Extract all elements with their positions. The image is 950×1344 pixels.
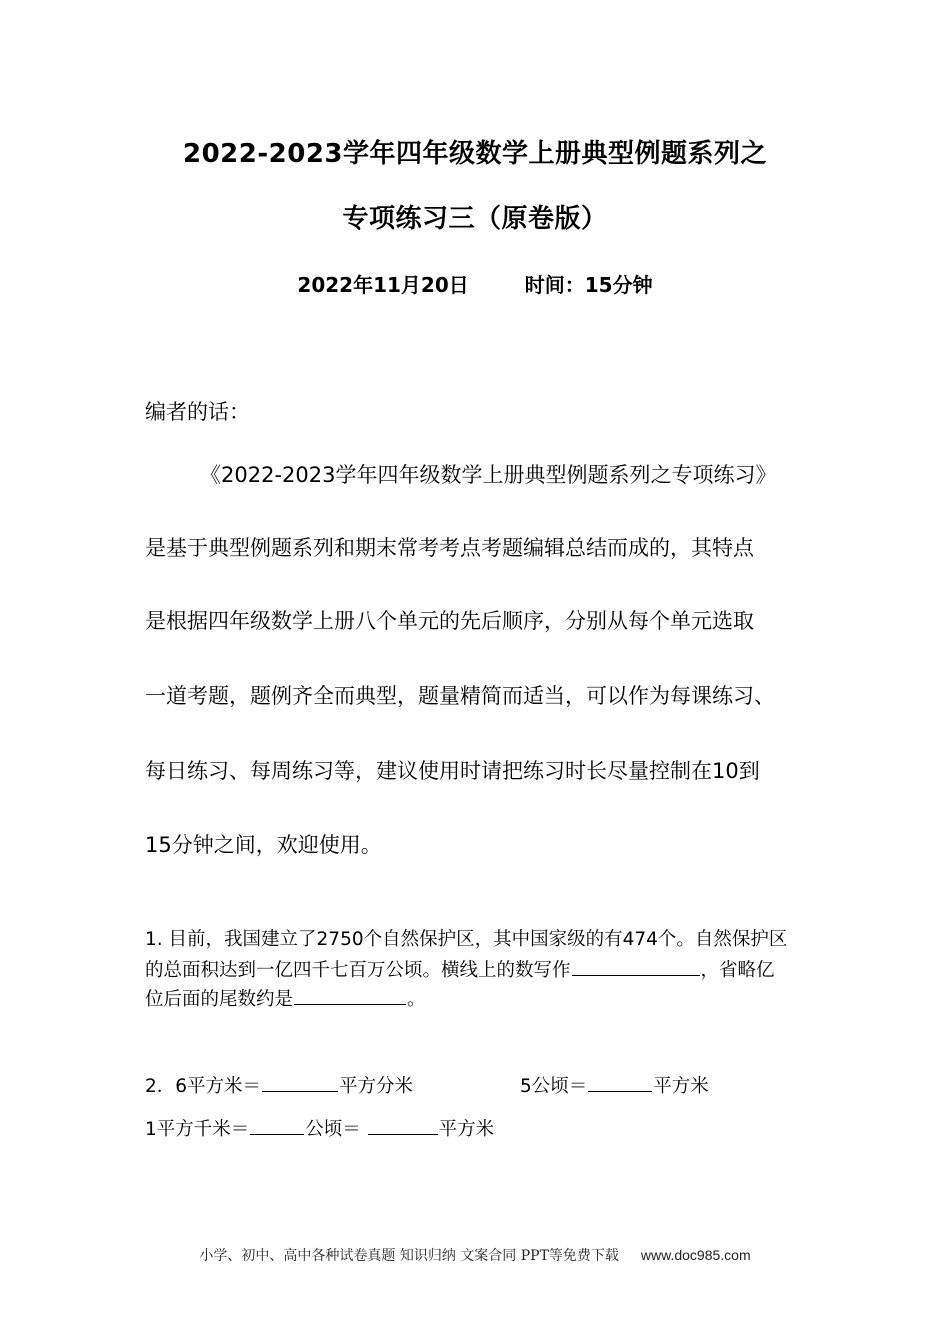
question-1-line-2 — [145, 955, 775, 982]
preface-line: 每日练习、每周练习等，建议使用时请把练习时长尽量控制在10到 — [145, 759, 760, 783]
answer-blank[interactable] — [572, 955, 700, 976]
footer-text: 小学、初中、高中各种试卷真题 知识归纳 文案合同 PPT等免费下载 — [199, 1248, 619, 1264]
question-2-part-b — [520, 1071, 709, 1098]
answer-blank[interactable] — [262, 1071, 338, 1092]
question-1-text: 的总面积达到一亿四千七百万公顷。横线上的数写作 — [145, 960, 571, 981]
page-footer — [0, 1245, 950, 1265]
question-1-text: 。 — [407, 989, 426, 1010]
document-title-line-1: 2022-2023学年四年级数学上册典型例题系列之 — [182, 139, 768, 169]
question-2-part-a — [145, 1071, 413, 1098]
date-time-line — [0, 269, 950, 298]
question-1-text: ，省略亿 — [700, 960, 775, 981]
question-2-unit: 平方米 — [438, 1119, 495, 1140]
question-2-unit: 平方米 — [653, 1076, 709, 1097]
preface-heading: 编者的话： — [145, 400, 250, 424]
question-2-text: 公顷＝ — [305, 1119, 367, 1140]
answer-blank[interactable] — [368, 1114, 438, 1135]
exam-date: 2022年11月20日 — [297, 273, 469, 297]
question-1-line-3 — [145, 984, 426, 1011]
question-2-text: 1平方千米＝ — [145, 1119, 250, 1140]
question-2-unit: 平方分米 — [339, 1076, 414, 1097]
answer-blank[interactable] — [588, 1071, 652, 1092]
exam-duration: 时间：15分钟 — [524, 273, 653, 297]
answer-blank[interactable] — [250, 1114, 304, 1135]
question-2-text: 5公顷＝ — [520, 1076, 588, 1097]
footer-url[interactable]: www.doc985.com — [640, 1247, 751, 1263]
preface-line: 《2022-2023学年四年级数学上册典型例题系列之专项练习》 — [200, 463, 777, 487]
question-2-part-c — [145, 1114, 494, 1141]
question-2-text: 2．6平方米＝ — [145, 1076, 262, 1097]
question-1-line-1: 1. 目前，我国建立了2750个自然保护区，其中国家级的有474个。自然保护区 — [145, 929, 788, 950]
preface-line: 是基于典型例题系列和期末常考考点考题编辑总结而成的，其特点 — [145, 536, 754, 560]
preface-line: 一道考题，题例齐全而典型，题量精简而适当，可以作为每课练习、 — [145, 684, 775, 708]
preface-line: 是根据四年级数学上册八个单元的先后顺序，分别从每个单元选取 — [145, 609, 754, 633]
document-title-line-2: 专项练习三（原卷版） — [342, 204, 608, 234]
question-1-text: 位后面的尾数约是 — [145, 989, 294, 1010]
answer-blank[interactable] — [294, 984, 406, 1005]
preface-line: 15分钟之间，欢迎使用。 — [145, 833, 382, 857]
